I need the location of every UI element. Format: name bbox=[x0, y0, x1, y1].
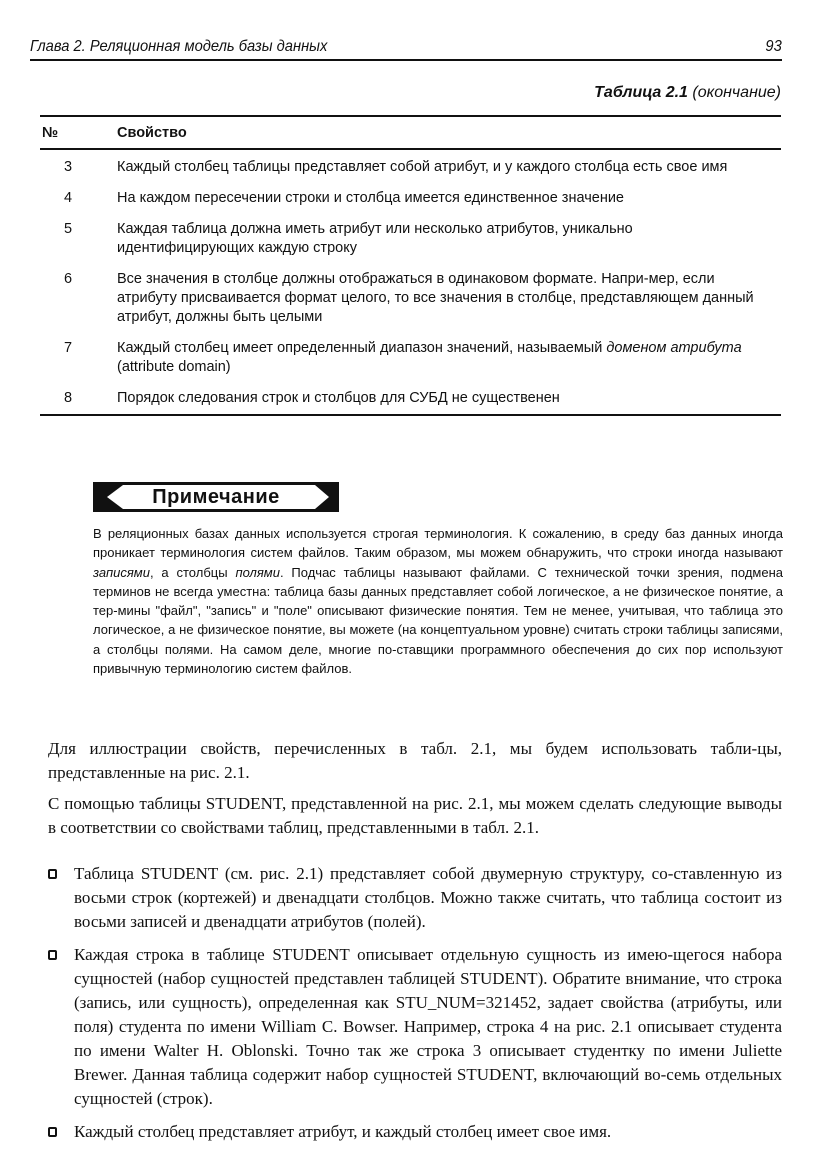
table-row bbox=[40, 264, 781, 333]
hollow-square-bullet-icon bbox=[48, 869, 57, 879]
table-row bbox=[40, 383, 781, 415]
bullet-list bbox=[48, 862, 782, 1153]
properties-table bbox=[40, 115, 781, 416]
table-row bbox=[40, 333, 781, 383]
column-header-property: Свойство bbox=[117, 116, 781, 149]
column-header-number: № bbox=[40, 116, 117, 149]
bullet-item bbox=[48, 943, 782, 1111]
paragraph: Для иллюстрации свойств, перечисленных в табл. 2.1, мы будем использовать табли-цы, представленные на рис. 2.1. bbox=[48, 739, 782, 782]
row-text-before: Каждый столбец имеет определенный диапазон значений, называемый bbox=[117, 340, 607, 356]
row-property: На каждом пересечении строки и столбца имеется единственное значение bbox=[117, 190, 624, 206]
hollow-square-bullet-icon bbox=[48, 1127, 57, 1137]
term-attribute-domain: доменом атрибута bbox=[606, 340, 742, 356]
note-text-part: , а столбцы bbox=[149, 564, 236, 580]
bullet-text: Таблица STUDENT (см. рис. 2.1) представляет собой двумерную структуру, со-ставленную из восьми строк (кортежей) и двенадцати столбцов. Можно также считать, что таблица состоит из восьми записей и двенадцати атрибутов (полей). bbox=[74, 864, 782, 931]
row-text-after: (attribute domain) bbox=[117, 359, 231, 375]
row-number: 8 bbox=[64, 390, 73, 406]
row-number: 7 bbox=[64, 340, 73, 356]
row-number: 6 bbox=[64, 271, 73, 287]
table-caption-suffix: (окончание) bbox=[692, 84, 781, 101]
row-number: 4 bbox=[64, 190, 73, 206]
note-text-part: . Подчас таблицы называют файлами. С технической точки зрения, подмена терминов не всегда уместна: таблица базы данных представляет собой логическое, а не физическое понятие, а тер-мины "файл", "запись" и "поле" описывают физические понятия. Тем не менее, учитывая, что таблица это логическое, а не физическое понятие, вы можете (на концептуальном уровне) считать строки таблицы записями, а столбцы полями. На самом деле, многие по-ставщики программного обеспечения до сих пор используют привычную терминологию систем файлов. bbox=[93, 564, 783, 677]
table-header-row bbox=[40, 116, 781, 149]
table-caption bbox=[594, 84, 781, 102]
paragraph: С помощью таблицы STUDENT, представленной на рис. 2.1, мы можем сделать следующие выводы в соответствии со свойствами таблиц, представленными в табл. 2.1. bbox=[48, 794, 782, 837]
bullet-text: Каждая строка в таблице STUDENT описывает отдельную сущность из имею-щегося набора сущностей (набор сущностей представлен таблицей STUDENT). Обратите внимание, что строка (запись, или сущность), определенная как STU_NUM=321452, задает свойства (атрибуты, или поля) студента по имени William C. Bowser. Например, строка 4 на рис. 2.1 описывает студента по имени Walter H. Oblonski. Точно так же строка 3 описывает студентку по имени Juliette Brewer. Данная таблица содержит набор сущностей STUDENT, включающий во-семь отдельных сущностей (строк). bbox=[74, 945, 782, 1108]
term-fields: полями bbox=[235, 564, 280, 580]
table-caption-label: Таблица 2.1 bbox=[594, 84, 688, 101]
term-records: записями bbox=[93, 564, 150, 580]
bullet-item bbox=[48, 862, 782, 934]
row-number: 3 bbox=[64, 159, 73, 175]
hollow-square-bullet-icon bbox=[48, 950, 57, 960]
note-badge-label: Примечание bbox=[152, 485, 280, 508]
row-property bbox=[117, 333, 781, 383]
table-row bbox=[40, 214, 781, 264]
note-badge bbox=[93, 482, 339, 512]
bullet-item bbox=[48, 1120, 782, 1144]
chapter-title: Глава 2. Реляционная модель базы данных bbox=[30, 38, 328, 55]
table-row bbox=[40, 183, 781, 214]
row-number: 5 bbox=[64, 221, 73, 237]
table-row bbox=[40, 149, 781, 183]
note-text bbox=[93, 524, 783, 678]
row-property: Порядок следования строк и столбцов для СУБД не существенен bbox=[117, 390, 560, 406]
running-head bbox=[30, 38, 782, 61]
row-property: Все значения в столбце должны отображаться в одинаковом формате. Напри-мер, если атрибуту присваивается формат целого, то все значения в столбце, представляющем данный атрибут, должны быть целыми bbox=[117, 271, 754, 325]
bullet-text: Каждый столбец представляет атрибут, и каждый столбец имеет свое имя. bbox=[74, 1122, 612, 1141]
row-property: Каждая таблица должна иметь атрибут или несколько атрибутов, уникально идентифицирующих каждую строку bbox=[117, 221, 633, 256]
page-number: 93 bbox=[765, 38, 782, 55]
note-text-part: В реляционных базах данных используется строгая терминология. К сожалению, в среду баз данных иногда проникает терминология систем файлов. Таким образом, мы можем обнаружить, что строки иногда называют bbox=[93, 526, 783, 561]
row-property: Каждый столбец таблицы представляет собой атрибут, и у каждого столбца есть свое имя bbox=[117, 159, 728, 175]
